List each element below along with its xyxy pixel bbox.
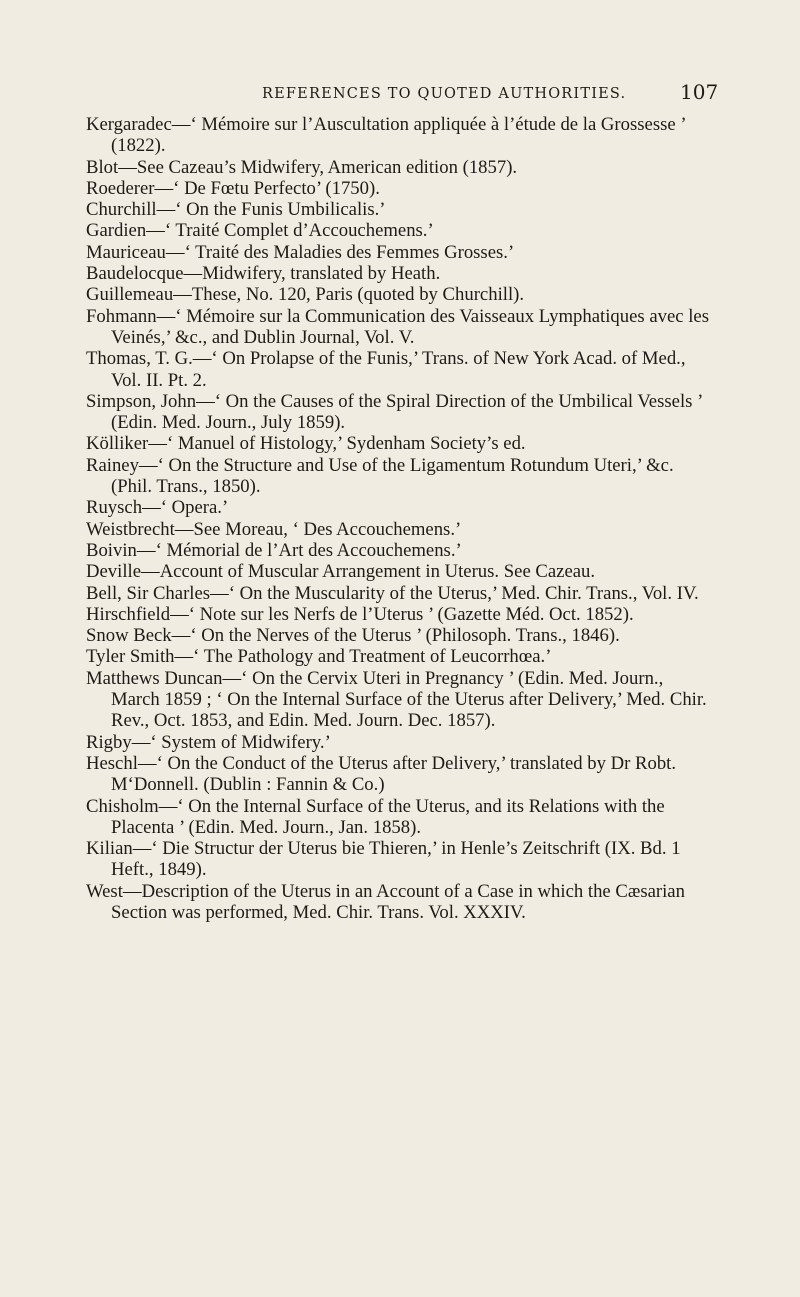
reference-entry: Chisholm—‘ On the Internal Surface of the Uterus, and its Relations with the Placenta ’ (Edin. Med. Journ., Jan. 1858). xyxy=(86,795,665,838)
reference-entry: Boivin—‘ Mémorial de l’Art des Accouchemens.’ xyxy=(86,539,462,561)
reference-entry: Heschl—‘ On the Conduct of the Uterus after Delivery,’ translated by Dr Robt. M‘Donnell. (Dublin : Fannin & Co.) xyxy=(86,752,677,796)
reference-entry: Weistbrecht—See Moreau, ‘ Des Accouchemens.’ xyxy=(86,518,462,540)
reference-entry: West—Description of the Uterus in an Account of a Case in which the Cæsarian Section was performed, Med. Chir. Trans. Vol. XXXIV. xyxy=(86,880,685,923)
reference-entry: Bell, Sir Charles—‘ On the Muscularity of the Uterus,’ Med. Chir. Trans., Vol. IV. xyxy=(86,582,699,604)
running-head: REFERENCES TO QUOTED AUTHORITIES. xyxy=(262,86,627,102)
reference-entry: Blot—See Cazeau’s Midwifery, American edition (1857). xyxy=(86,156,518,178)
reference-entry: Simpson, John—‘ On the Causes of the Spiral Direction of the Umbilical Vessels ’ (Edin. Med. Journ., July 1859). xyxy=(86,390,702,434)
reference-entry: Kergaradec—‘ Mémoire sur l’Auscultation appliquée à l’étude de la Grossesse ’ (1822). xyxy=(86,114,686,157)
reference-entry: Snow Beck—‘ On the Nerves of the Uterus ’ (Philosoph. Trans., 1846). xyxy=(86,625,620,647)
reference-entry: Thomas, T. G.—‘ On Prolapse of the Funis,’ Trans. of New York Acad. of Med., Vol. II. Pt. 2. xyxy=(86,348,686,391)
reference-entry: Ruysch—‘ Opera.’ xyxy=(86,497,229,519)
page-number: 107 xyxy=(680,80,719,104)
reference-entry: Guillemeau—These, No. 120, Paris (quoted by Churchill). xyxy=(86,284,525,306)
reference-entry: Matthews Duncan—‘ On the Cervix Uteri in Pregnancy ’ (Edin. Med. Journ., March 1859 ; ‘ On the Internal Surface of the Uterus after Delivery,’ Med. Chir. Rev., Oct. 1853, and Edin. Med. Journ. Dec. 1857). xyxy=(86,667,707,732)
reference-entry: Tyler Smith—‘ The Pathology and Treatment of Leucorrhœa.’ xyxy=(86,646,552,668)
reference-entry: Rigby—‘ System of Midwifery.’ xyxy=(86,731,331,753)
reference-entry: Baudelocque—Midwifery, translated by Heath. xyxy=(86,263,441,285)
reference-entry: Fohmann—‘ Mémoire sur la Communication des Vaisseaux Lymphatiques avec les Veinés,’ &c., and Dublin Journal, Vol. V. xyxy=(86,305,709,348)
reference-list xyxy=(86,114,712,923)
reference-entry: Deville—Account of Muscular Arrangement in Uterus. See Cazeau. xyxy=(86,561,596,583)
reference-entry: Hirschfield—‘ Note sur les Nerfs de l’Uterus ’ (Gazette Méd. Oct. 1852). xyxy=(86,603,634,625)
reference-entry: Gardien—‘ Traité Complet d’Accouchemens.’ xyxy=(86,220,434,242)
reference-entry: Churchill—‘ On the Funis Umbilicalis.’ xyxy=(86,199,386,221)
reference-entry: Kölliker—‘ Manuel of Histology,’ Sydenham Society’s ed. xyxy=(86,433,526,455)
reference-entry: Rainey—‘ On the Structure and Use of the Ligamentum Rotundum Uteri,’ &c. (Phil. Trans., 1850). xyxy=(86,454,674,498)
reference-entry: Kilian—‘ Die Structur der Uterus bie Thieren,’ in Henle’s Zeitschrift (IX. Bd. 1 Heft., 1849). xyxy=(86,838,681,881)
reference-entry: Mauriceau—‘ Traité des Maladies des Femmes Grosses.’ xyxy=(86,241,515,263)
reference-entry: Roederer—‘ De Fœtu Perfecto’ (1750). xyxy=(86,177,380,199)
